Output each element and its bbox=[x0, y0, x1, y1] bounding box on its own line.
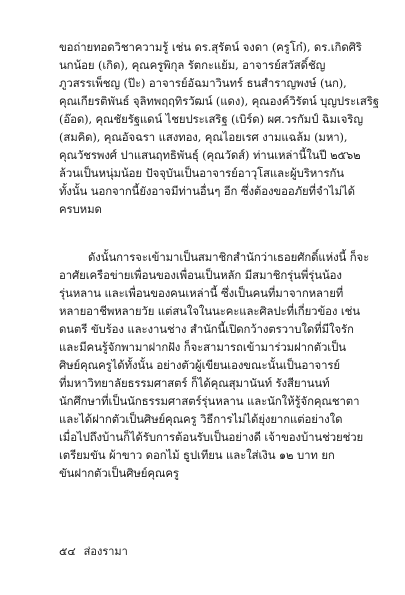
text-line: ศิษย์คุณครูได้ทั้งนั้น อย่างตัวผู้เขียนเองขณะนั้นเป็นอาจารย์ bbox=[59, 358, 340, 372]
text-line: และได้ฝากตัวเป็นศิษย์คุณครู วิธีการไม่ได้ยุ่งยากแต่อย่างใด bbox=[59, 412, 343, 426]
text-line: ที่มหาวิทยาลัยธรรมศาสตร์ ก็ได้คุณสุมานันท์ รังสียานนท์ bbox=[59, 376, 330, 390]
text-line: อาศัยเครือข่ายเพื่อนของเพื่อนเป็นหลัก มีสมาชิกรุ่นพี่รุ่นน้อง bbox=[59, 268, 342, 282]
text-line: คุณวัชรพงศ์ ปาแสนฤทธิพันธุ์ (คุณวัดส์) ท่านเหล่านี้ในปี ๒๕๖๒ bbox=[59, 148, 361, 162]
text-line: ขอถ่ายทอดวิชาความรู้ เช่น ดร.สุรัตน์ จงดา (ครูโก๋), ดร.เกิดศิริ bbox=[59, 40, 362, 54]
text-line: คุณเกียรติพันธ์ จุลิทพฤฤทิรวัฒน์ (แดง), คุณองค์วิรัตน์ บุญประเสริฐ bbox=[59, 94, 379, 108]
text-line: และมีคนรู้จักพามาฝากฝัง ก็จะสามารถเข้ามาร่วมฝากตัวเป็น bbox=[59, 340, 346, 354]
text-line: ภูวสรรเพ็ชญ (ป๊ะ) อาจารย์อัฉมาวินทร์ ธนสำราญพงษ์ (นก), bbox=[59, 76, 347, 90]
text-line: ทั้งนั้น นอกจากนี้ยังอาจมีท่านอื่นๆ อีก ซึ่งต้องขออภัยที่จำไม่ได้ bbox=[59, 184, 355, 198]
text-line: ครบหมด bbox=[59, 202, 102, 216]
text-line: ล้วนเป็นหนุ่มน้อย ปัจจุบันเป็นอาจารย์อาวุโสและผู้บริหารกัน bbox=[59, 166, 344, 180]
text-line: (อ๊อด), คุณชัยรัฐแดน์ ไชยประเสริฐ (เบิร์ด) ผศ.วรกัมป์ ฉิมเจริญ bbox=[59, 112, 363, 126]
text-line: (สมคิด), คุณอัจฉรา แสงทอง, คุณไอยเรศ งามแฉล้ม (มหา), bbox=[59, 130, 348, 144]
book-title: ส่องรามา bbox=[83, 545, 128, 558]
text-line: นกน้อย (เกิด), คุณครูพิกุล รัตกะแย้ม, อาจารย์สวัสดิ์ชัญ bbox=[59, 58, 326, 72]
text-line: ดังนั้นการจะเข้ามาเป็นสมาชิกสำนักว่าเธอยศักดิ์แห่งนี้ ก็จะ bbox=[88, 250, 370, 264]
page-number: ๕๔ bbox=[59, 545, 76, 558]
page-footer bbox=[59, 544, 128, 560]
text-line: ขันฝากตัวเป็นศิษย์คุณครู bbox=[59, 466, 179, 480]
text-line: ดนตรี ขับร้อง และงานช่าง สำนักนี้เปิดกว้างตรวาบใดที่มีใจรัก bbox=[59, 322, 354, 336]
text-line: นักศึกษาที่เป็นนักธรรมศาสตร์รุ่นหลาน และนักให้รู้จักคุณชาตา bbox=[59, 394, 360, 408]
text-line: เมื่อไปถึงบ้านก็ได้รับการต้อนรับเป็นอย่างดี เจ้าของบ้านช่วยช่วย bbox=[59, 430, 364, 444]
text-line: เตรียมขัน ผ้าขาว ดอกไม้ ธูปเทียน และใส่เงิน ๑๒ บาท ยก bbox=[59, 448, 335, 462]
text-line: หลายอาชีพหลายวัย แต่สนใจในนะคะและศิลปะที่เกี่ยวข้อง เช่น bbox=[59, 304, 360, 318]
text-line: รุ่นหลาน และเพื่อนของคนเหล่านี้ ซึ่งเป็นคนที่มาจากหลายที่ bbox=[59, 286, 344, 300]
